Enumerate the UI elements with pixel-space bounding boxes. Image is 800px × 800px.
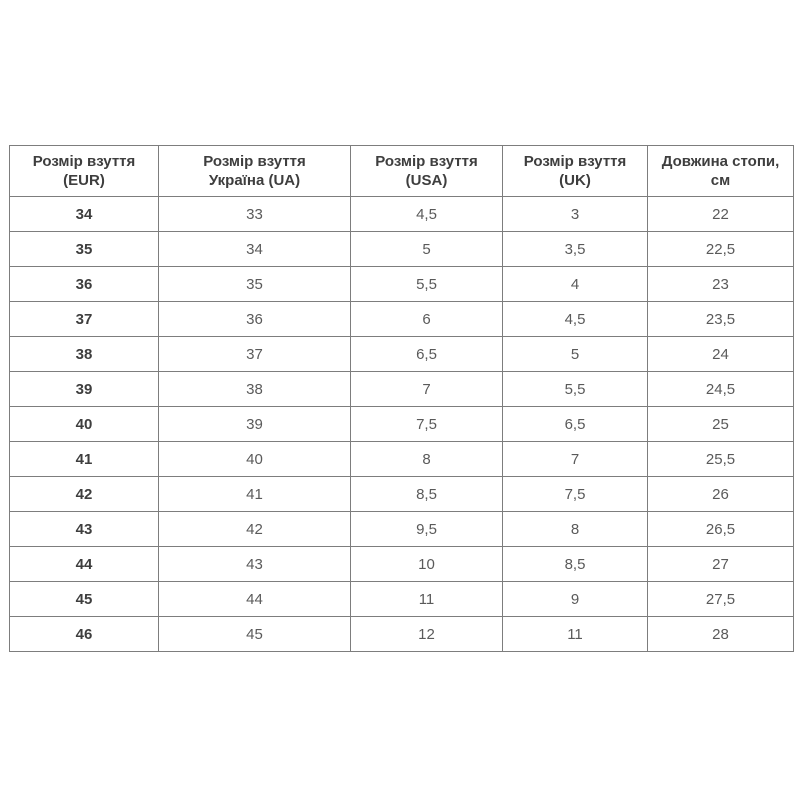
header-usa-line2: (USA) — [405, 172, 448, 189]
cell-ua: 35 — [159, 267, 351, 302]
cell-ua: 36 — [159, 302, 351, 337]
cell-uk: 7 — [503, 442, 648, 477]
cell-ua: 44 — [159, 582, 351, 617]
cell-ua: 34 — [159, 232, 351, 267]
cell-eur: 45 — [10, 582, 159, 617]
shoe-size-table — [9, 145, 794, 652]
header-ua-line2: Україна (UA) — [208, 172, 301, 189]
header-cm-line2: см — [710, 172, 731, 189]
cell-cm: 22 — [648, 197, 794, 232]
cell-eur: 43 — [10, 512, 159, 547]
cell-eur: 40 — [10, 407, 159, 442]
cell-cm: 26,5 — [648, 512, 794, 547]
cell-uk: 3 — [503, 197, 648, 232]
table-row — [10, 267, 794, 302]
table-row — [10, 302, 794, 337]
size-table-body — [10, 197, 794, 652]
header-cell-ua — [159, 146, 351, 197]
cell-ua: 39 — [159, 407, 351, 442]
cell-usa: 9,5 — [351, 512, 503, 547]
header-eur-line1: Розмір взуття — [32, 153, 136, 170]
cell-cm: 25,5 — [648, 442, 794, 477]
cell-usa: 8 — [351, 442, 503, 477]
header-cell-cm — [648, 146, 794, 197]
header-uk-line2: (UK) — [559, 172, 591, 189]
table-row — [10, 512, 794, 547]
cell-usa: 6 — [351, 302, 503, 337]
table-row — [10, 617, 794, 652]
cell-uk: 11 — [503, 617, 648, 652]
cell-cm: 22,5 — [648, 232, 794, 267]
cell-eur: 35 — [10, 232, 159, 267]
table-row — [10, 232, 794, 267]
cell-uk: 7,5 — [503, 477, 648, 512]
cell-uk: 5 — [503, 337, 648, 372]
cell-usa: 5 — [351, 232, 503, 267]
cell-ua: 40 — [159, 442, 351, 477]
table-row — [10, 372, 794, 407]
cell-eur: 46 — [10, 617, 159, 652]
header-cell-uk — [503, 146, 648, 197]
table-row — [10, 407, 794, 442]
cell-usa: 6,5 — [351, 337, 503, 372]
cell-cm: 26 — [648, 477, 794, 512]
cell-usa: 7,5 — [351, 407, 503, 442]
cell-usa: 7 — [351, 372, 503, 407]
cell-ua: 42 — [159, 512, 351, 547]
cell-eur: 38 — [10, 337, 159, 372]
cell-uk: 4 — [503, 267, 648, 302]
table-row — [10, 477, 794, 512]
cell-eur: 36 — [10, 267, 159, 302]
cell-ua: 43 — [159, 547, 351, 582]
cell-eur: 42 — [10, 477, 159, 512]
cell-uk: 5,5 — [503, 372, 648, 407]
header-ua-line1: Розмір взуття — [203, 153, 306, 170]
cell-uk: 8,5 — [503, 547, 648, 582]
cell-usa: 11 — [351, 582, 503, 617]
table-row — [10, 582, 794, 617]
cell-cm: 23,5 — [648, 302, 794, 337]
header-row — [10, 146, 794, 197]
cell-cm: 25 — [648, 407, 794, 442]
header-eur-line2: (EUR) — [63, 172, 105, 189]
shoe-size-table-container — [9, 145, 793, 652]
table-row — [10, 337, 794, 372]
cell-uk: 9 — [503, 582, 648, 617]
cell-cm: 27 — [648, 547, 794, 582]
cell-usa: 5,5 — [351, 267, 503, 302]
cell-uk: 3,5 — [503, 232, 648, 267]
cell-ua: 41 — [159, 477, 351, 512]
header-cell-usa — [351, 146, 503, 197]
table-row — [10, 197, 794, 232]
header-cm-line1: Довжина стопи, — [661, 153, 780, 170]
cell-usa: 10 — [351, 547, 503, 582]
cell-ua: 38 — [159, 372, 351, 407]
cell-eur: 37 — [10, 302, 159, 337]
size-table-header — [10, 146, 794, 197]
header-uk-line1: Розмір взуття — [523, 153, 627, 170]
cell-ua: 37 — [159, 337, 351, 372]
header-cell-eur — [10, 146, 159, 197]
cell-ua: 45 — [159, 617, 351, 652]
cell-cm: 23 — [648, 267, 794, 302]
cell-usa: 12 — [351, 617, 503, 652]
cell-cm: 27,5 — [648, 582, 794, 617]
cell-uk: 4,5 — [503, 302, 648, 337]
cell-uk: 6,5 — [503, 407, 648, 442]
cell-cm: 24,5 — [648, 372, 794, 407]
cell-cm: 24 — [648, 337, 794, 372]
cell-cm: 28 — [648, 617, 794, 652]
header-usa-line1: Розмір взуття — [375, 153, 478, 170]
cell-eur: 44 — [10, 547, 159, 582]
cell-eur: 34 — [10, 197, 159, 232]
table-row — [10, 547, 794, 582]
cell-eur: 41 — [10, 442, 159, 477]
cell-eur: 39 — [10, 372, 159, 407]
table-row — [10, 442, 794, 477]
cell-uk: 8 — [503, 512, 648, 547]
cell-usa: 8,5 — [351, 477, 503, 512]
cell-usa: 4,5 — [351, 197, 503, 232]
cell-ua: 33 — [159, 197, 351, 232]
